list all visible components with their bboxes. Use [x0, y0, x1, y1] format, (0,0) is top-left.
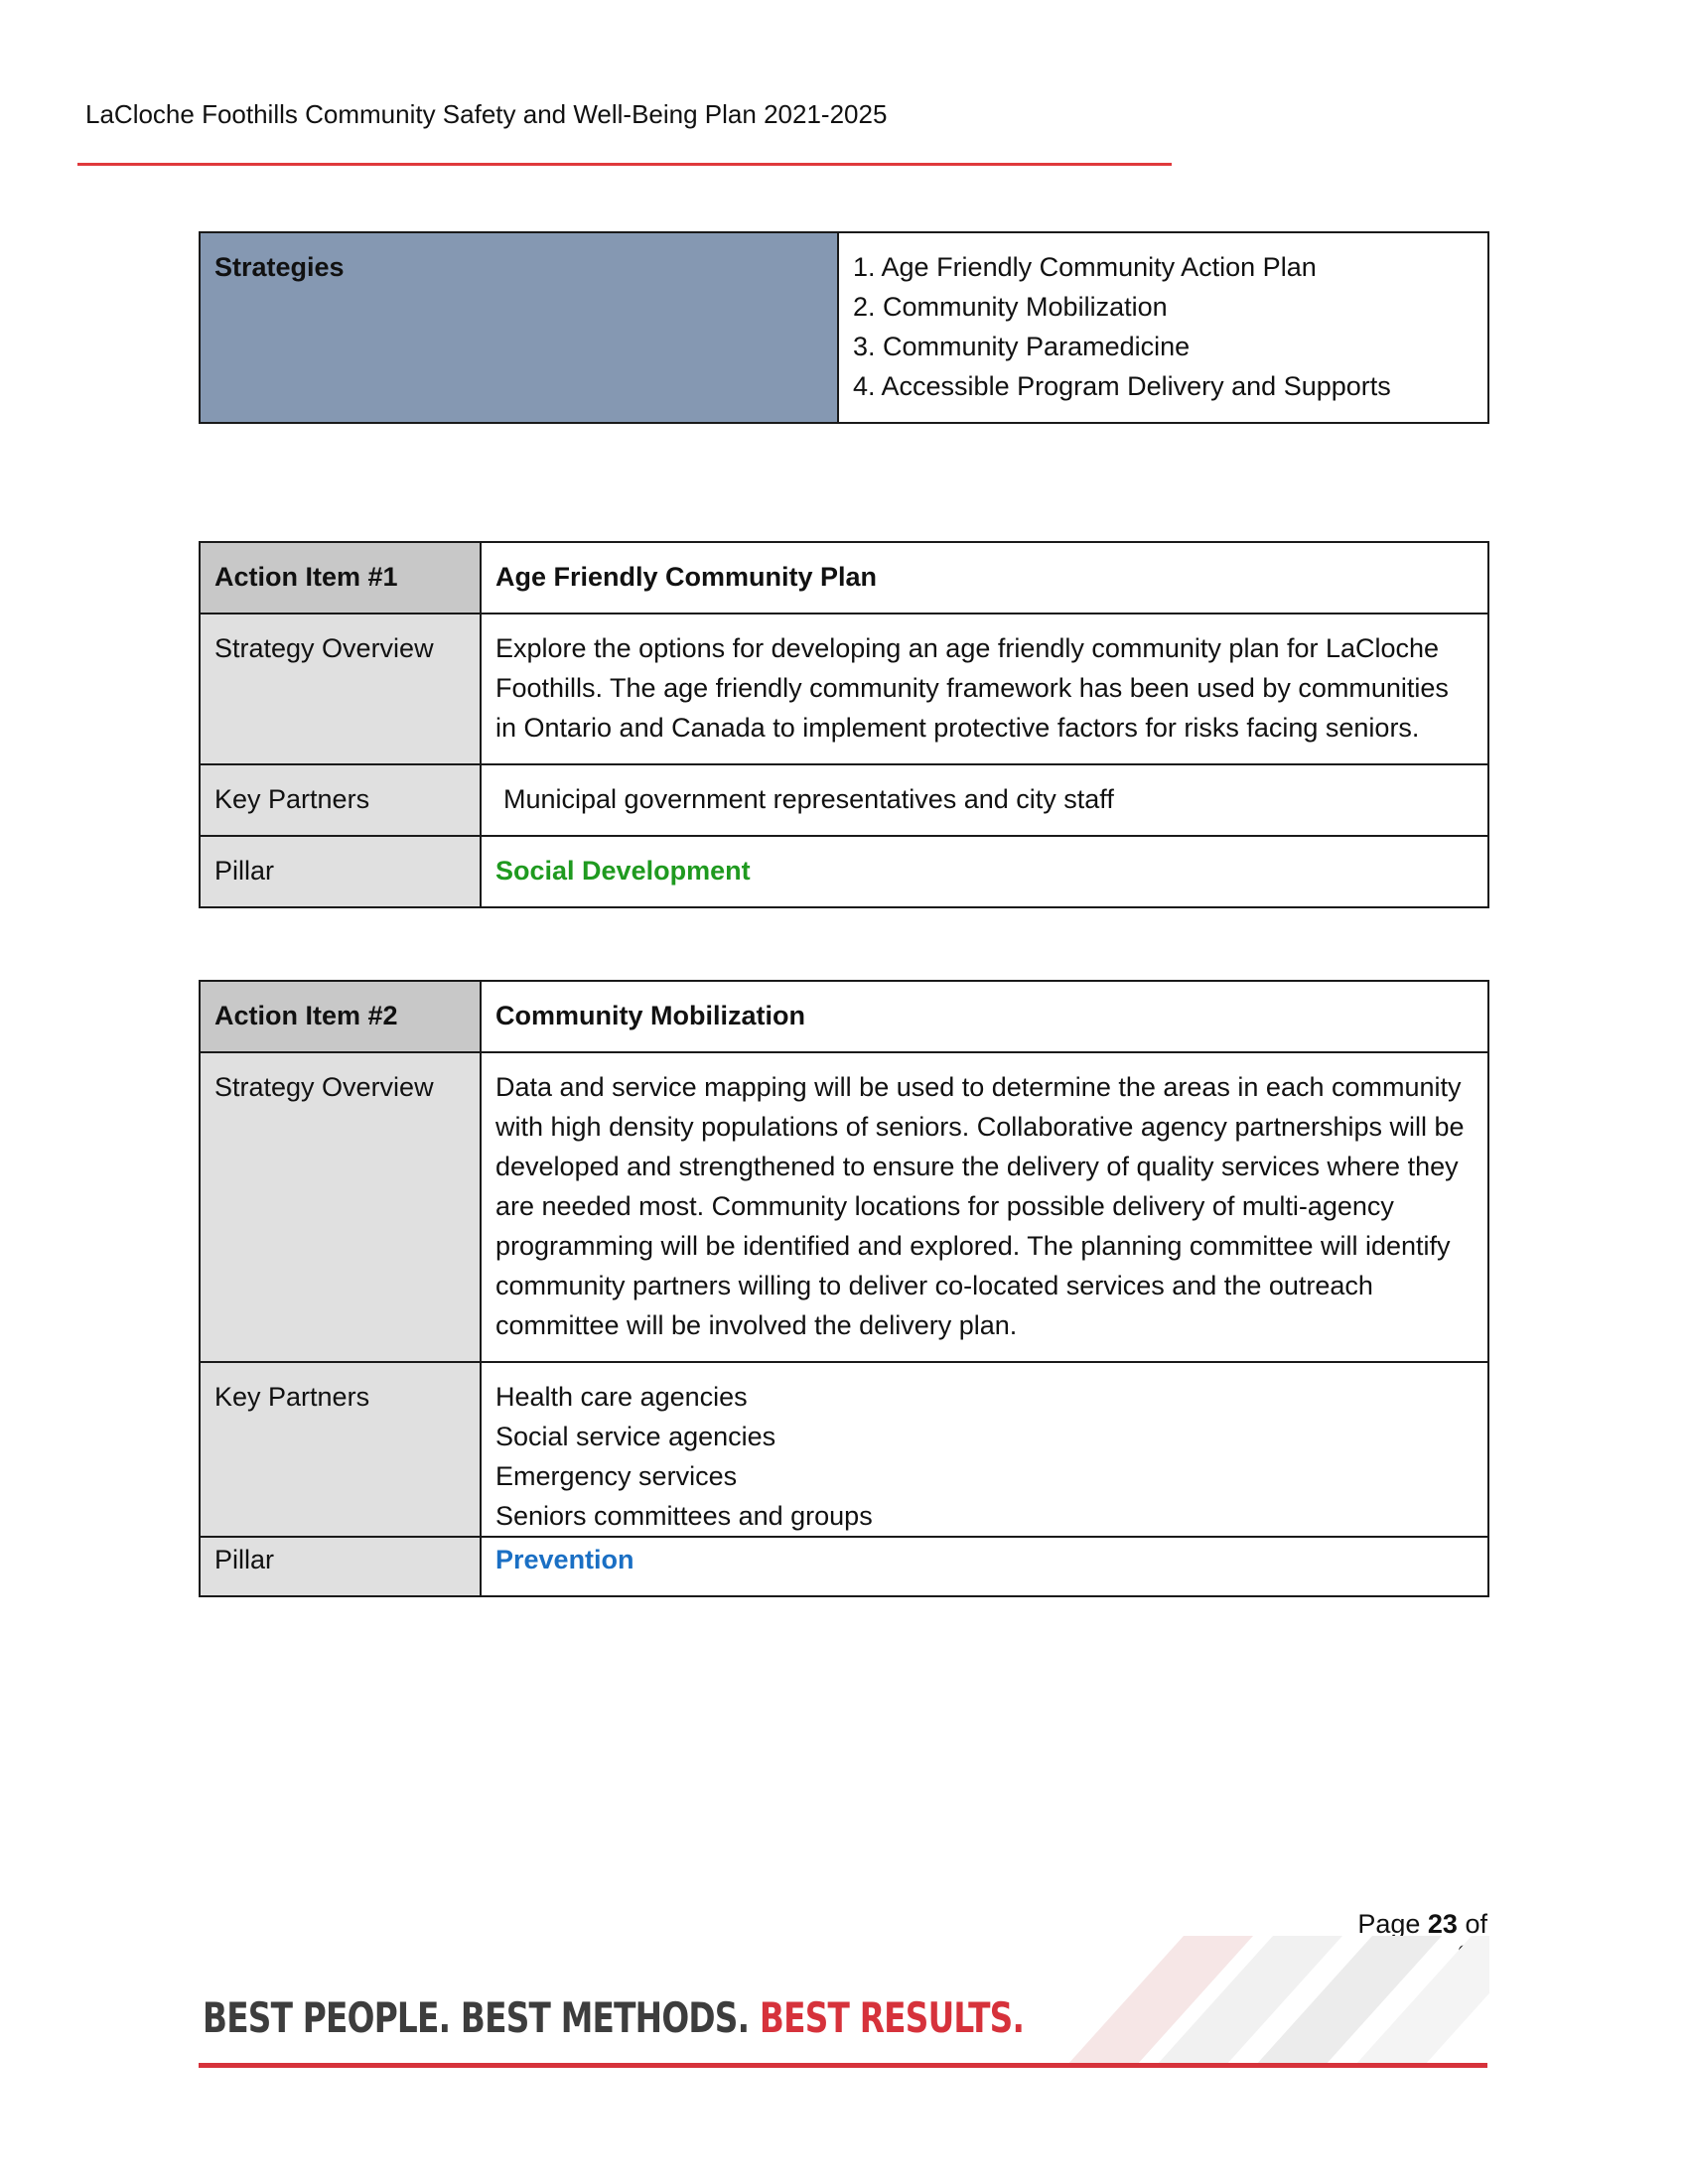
pillar-social-development: Social Development	[495, 856, 751, 886]
action-item-2-pillar-row	[200, 1537, 1488, 1596]
footer-slogan	[203, 1993, 1024, 2042]
action-item-1-partners-row	[200, 764, 1488, 836]
action-item-1-title: Age Friendly Community Plan	[481, 542, 1488, 614]
strategies-label: Strategies	[200, 232, 838, 423]
key-partners-list	[481, 1362, 1488, 1537]
action-item-1-overview-row	[200, 614, 1488, 764]
strategies-table	[199, 231, 1489, 424]
pillar-value	[481, 1537, 1488, 1596]
action-item-2-table	[199, 980, 1489, 1597]
page-of: of	[1465, 1909, 1487, 1939]
action-item-2-header-row	[200, 981, 1488, 1052]
document-header-title: LaCloche Foothills Community Safety and Well-Being Plan 2021-2025	[85, 99, 888, 129]
partner-item: Seniors committees and groups	[495, 1501, 873, 1531]
action-item-2-partners-row	[200, 1362, 1488, 1537]
strategy-overview-label: Strategy Overview	[200, 1052, 481, 1362]
partner-item: Social service agencies	[495, 1422, 776, 1451]
action-item-1-pillar-row	[200, 836, 1488, 907]
key-partners-text: Municipal government representatives and city staff	[481, 764, 1488, 836]
footer-divider	[199, 2063, 1487, 2068]
partner-item: Health care agencies	[495, 1382, 748, 1412]
key-partners-label: Key Partners	[200, 1362, 481, 1537]
strategy-overview-text: Data and service mapping will be used to determine the areas in each community with high density populations of seniors. Collaborative agency partnerships will be developed and strengthened to ensure the delivery of quality services where they are needed most. Community locations for possible delivery of multi-agency programming will be identified and explored. The planning committee will identify community partners willing to deliver co-located services and the outreach committee will be involved the delivery plan.	[481, 1052, 1488, 1362]
strategies-row	[200, 232, 1488, 423]
pillar-prevention: Prevention	[495, 1545, 634, 1574]
action-item-1-table	[199, 541, 1489, 908]
page-current: 23	[1427, 1909, 1458, 1939]
strategy-item: 2. Community Mobilization	[853, 292, 1168, 322]
pillar-label: Pillar	[200, 1537, 481, 1596]
action-item-2-overview-row	[200, 1052, 1488, 1362]
strategy-item: 3. Community Paramedicine	[853, 332, 1191, 361]
page-prefix: Page	[1357, 1909, 1421, 1939]
action-item-2-title: Community Mobilization	[481, 981, 1488, 1052]
slogan-accent: BEST RESULTS.	[759, 1993, 1025, 2042]
strategy-overview-label: Strategy Overview	[200, 614, 481, 764]
action-item-2-label: Action Item #2	[200, 981, 481, 1052]
strategy-overview-text: Explore the options for developing an age friendly community plan for LaCloche Foothills. The age friendly community framework has been used by communities in Ontario and Canada to implement protective factors for risks facing seniors.	[481, 614, 1488, 764]
action-item-1-label: Action Item #1	[200, 542, 481, 614]
strategies-list	[838, 232, 1488, 423]
key-partners-label: Key Partners	[200, 764, 481, 836]
pillar-value	[481, 836, 1488, 907]
strategy-item: 4. Accessible Program Delivery and Supports	[853, 371, 1391, 401]
decorative-stripes	[1053, 1936, 1489, 2065]
strategy-item: 1. Age Friendly Community Action Plan	[853, 252, 1317, 282]
partner-item: Emergency services	[495, 1461, 738, 1491]
action-item-1-header-row	[200, 542, 1488, 614]
slogan-main: BEST PEOPLE. BEST METHODS.	[203, 1993, 750, 2042]
header-divider	[77, 163, 1172, 166]
pillar-label: Pillar	[200, 836, 481, 907]
